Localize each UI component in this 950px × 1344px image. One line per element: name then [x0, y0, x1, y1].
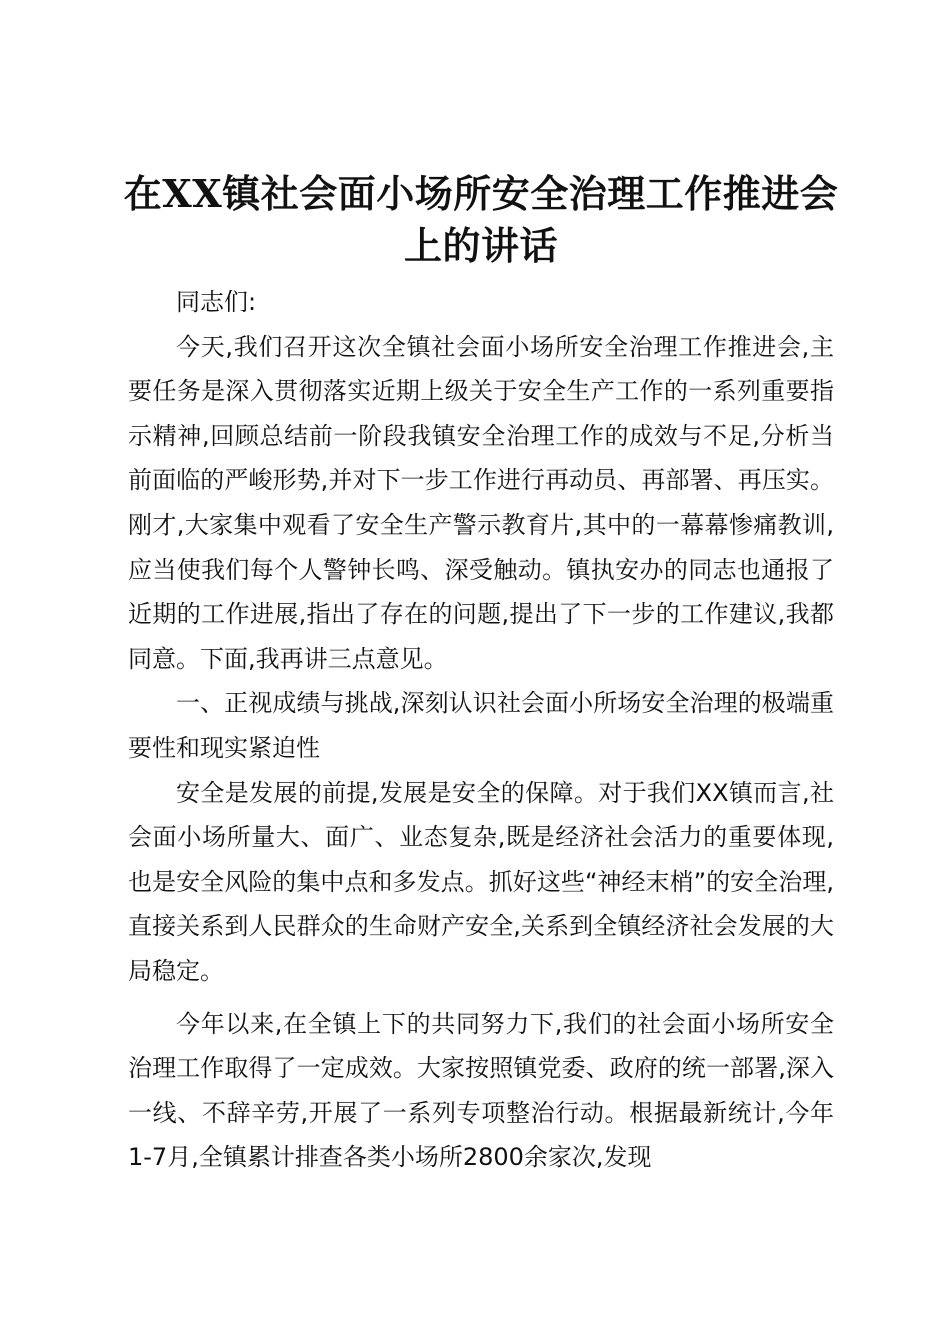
paragraph-safety: 安全是发展的前提,发展是安全的保障。对于我们XX镇而言,社会面小场所量大、面广、业态复杂,既是经济社会活力的重要体现,也是安全风险的集中点和多发点。抓好这些“神经末梢”的安全治理,直接关系到人民群众的生命财产安全,关系到全镇经济社会发展的大局稳定。: [128, 778, 834, 985]
greeting: 同志们:: [176, 288, 257, 316]
document-title: 在XX镇社会面小场所安全治理工作推进会上的讲话: [123, 171, 839, 268]
document-page: [123, 168, 839, 1180]
paragraph-opening: 今天,我们召开这次全镇社会面小场所安全治理工作推进会,主要任务是深入贯彻落实近期上级关于安全生产工作的一系列重要指示精神,回顾总结前一阶段我镇安全治理工作的成效与不足,分析当前面临的严峻形势,并对下一步工作进行再动员、再部署、再压实。刚才,大家集中观看了安全生产警示教育片,其中的一幕幕惨痛教训,应当使我们每个人警钟长鸣、深受触动。镇执安办的同志也通报了近期的工作进展,指出了存在的问题,提出了下一步的工作建议,我都同意。下面,我再讲三点意见。: [128, 332, 834, 673]
section-heading-1: 一、正视成绩与挑战,深刻认识社会面小所场安全治理的极端重要性和现实紧迫性: [128, 689, 834, 762]
paragraph-achievements: 今年以来,在全镇上下的共同努力下,我们的社会面小场所安全治理工作取得了一定成效。大家按照镇党委、政府的统一部署,深入一线、不辞辛劳,开展了一系列专项整治行动。根据最新统计,今年1-7月,全镇累计排查各类小场所2800余家次,发现: [128, 1009, 834, 1172]
